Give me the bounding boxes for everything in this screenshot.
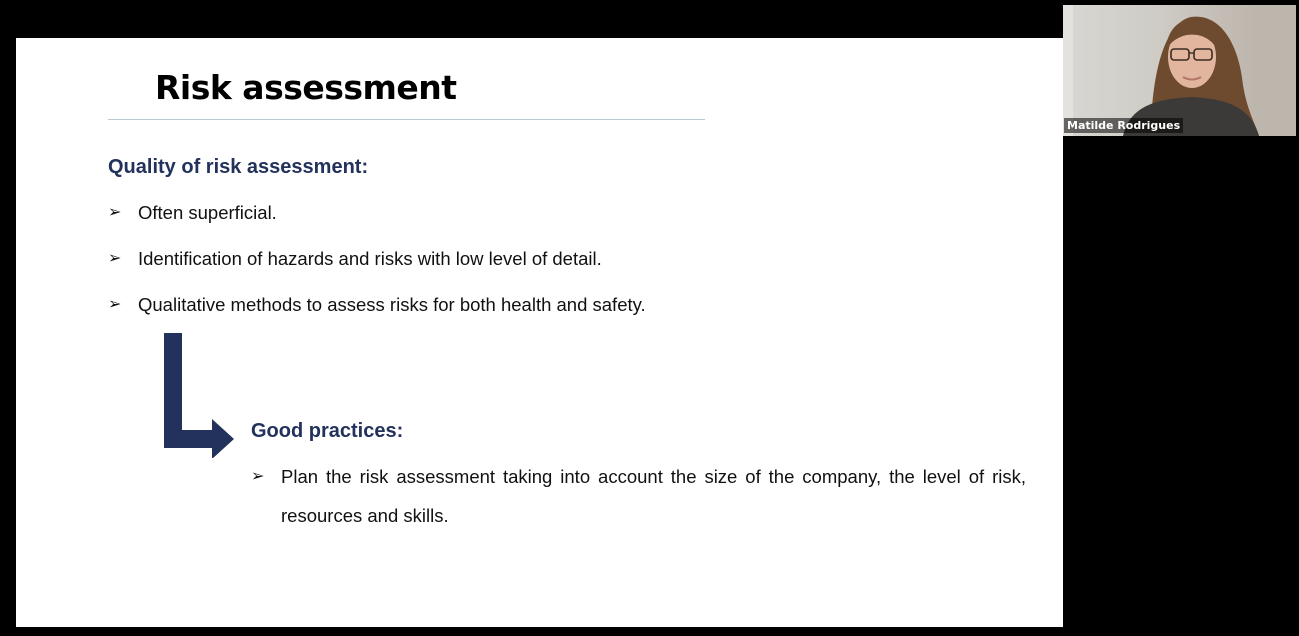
quality-list: [108, 202, 646, 340]
list-item-text: Qualitative methods to assess risks for both health and safety.: [138, 294, 646, 315]
good-practices-heading: Good practices:: [251, 420, 404, 442]
arrow-bullet-icon: ➢: [108, 296, 122, 313]
list-item: [108, 248, 646, 294]
list-item-text: Often superficial.: [138, 202, 277, 223]
arrow-bullet-icon: ➢: [108, 204, 122, 221]
arrow-bullet-icon: ➢: [108, 250, 122, 267]
bent-arrow-icon: [162, 333, 242, 458]
good-practices-list: [251, 466, 1026, 535]
arrow-bullet-icon: ➢: [251, 468, 265, 485]
presentation-slide: [16, 38, 1063, 627]
participant-video-tile[interactable]: [1063, 5, 1296, 136]
list-item: [108, 202, 646, 248]
participant-avatar: [1063, 5, 1296, 136]
participant-name-label: Matilde Rodrigues: [1064, 118, 1183, 133]
list-item: [251, 466, 1026, 535]
quality-heading: Quality of risk assessment:: [108, 156, 369, 178]
list-item-text: Plan the risk assessment taking into account the size of the company, the level of risk, resources and skills.: [281, 466, 1026, 526]
list-item-text: Identification of hazards and risks with low level of detail.: [138, 248, 602, 269]
slide-title: Risk assessment: [155, 68, 457, 107]
title-divider: [108, 119, 705, 120]
